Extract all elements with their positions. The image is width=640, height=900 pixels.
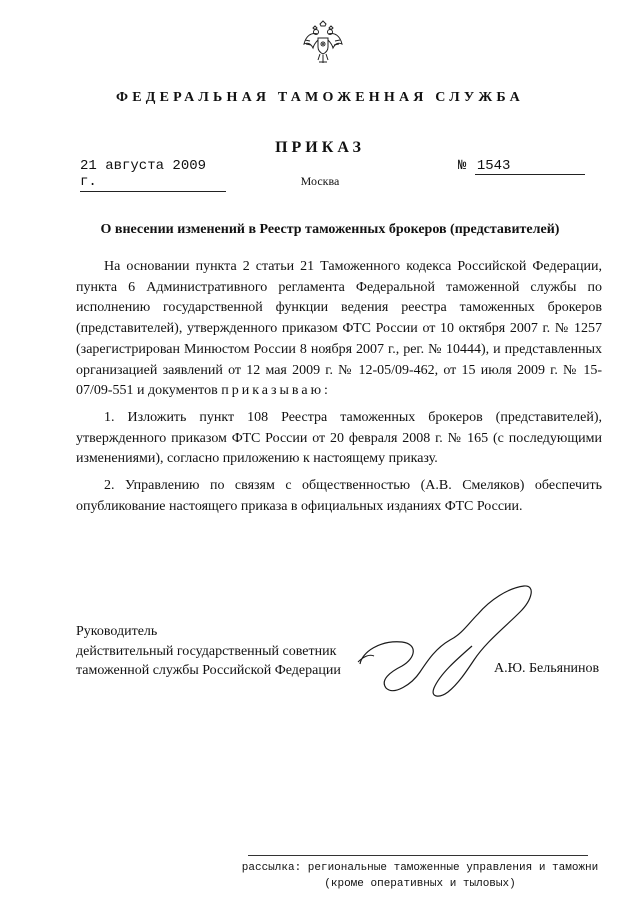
distribution-line-2: (кроме оперативных и тыловых) [324, 878, 516, 890]
number-sign: № [458, 158, 467, 174]
coat-of-arms-emblem [301, 20, 345, 66]
agency-name: ФЕДЕРАЛЬНАЯ ТАМОЖЕННАЯ СЛУЖБА [116, 90, 524, 105]
document-title: О внесении изменений в Реестр таможенных брокеров (представителей) [100, 222, 560, 237]
intro-text: На основании пункта 2 статьи 21 Таможенного кодекса Российской Федерации, пункта 6 Административного регламента Федеральной таможенной службы по исполнению государственной функции ведения реестра таможенных брокеров (представителей), утвержденного приказом ФТС России от 10 октября 2007 г. № 1257 (зарегистрирован Минюстом России 8 ноября 2007 г., рег. № 10444), и представленных организацией заявлений от 12 мая 2009 г. № 12-05/09-462, от 15 июля 2009 г. № 15-07/09-551 и документов [76, 259, 602, 399]
footer-divider [248, 855, 588, 856]
order-word: приказываю: [221, 383, 331, 399]
signatory-name: А.Ю. Бельянинов [494, 661, 600, 676]
item-2-paragraph: 2. Управлению по связям с общественностью (А.В. Смеляков) обеспечить опубликование настоящего приказа в официальных изданиях ФТС России. [76, 478, 602, 514]
document-body [76, 257, 602, 517]
item-1-paragraph: 1. Изложить пункт 108 Реестра таможенных брокеров (представителей), утвержденного приказом ФТС России от 20 февраля 2008 г. № 165 (с последующими изменениями), согласно приложению к настоящему приказу. [76, 409, 602, 467]
double-headed-eagle-icon [301, 20, 345, 66]
signatory-title [76, 622, 341, 681]
order-number: 1543 [475, 158, 585, 175]
distribution-line-1: рассылка: региональные таможенные управления и таможни [241, 862, 599, 874]
city: Москва [300, 174, 340, 188]
order-date: 21 августа 2009 г. [80, 158, 226, 192]
handwritten-signature [340, 580, 570, 720]
signatory-title-line-3: таможенной службы Российской Федерации [76, 663, 341, 678]
document-type: ПРИКАЗ [275, 139, 365, 156]
order-number-block [458, 158, 585, 175]
intro-paragraph [76, 257, 602, 402]
signatory-title-line-2: действительный государственный советник [76, 643, 337, 659]
distribution-note [240, 860, 600, 892]
signatory-title-line-1: Руководитель [76, 624, 158, 639]
